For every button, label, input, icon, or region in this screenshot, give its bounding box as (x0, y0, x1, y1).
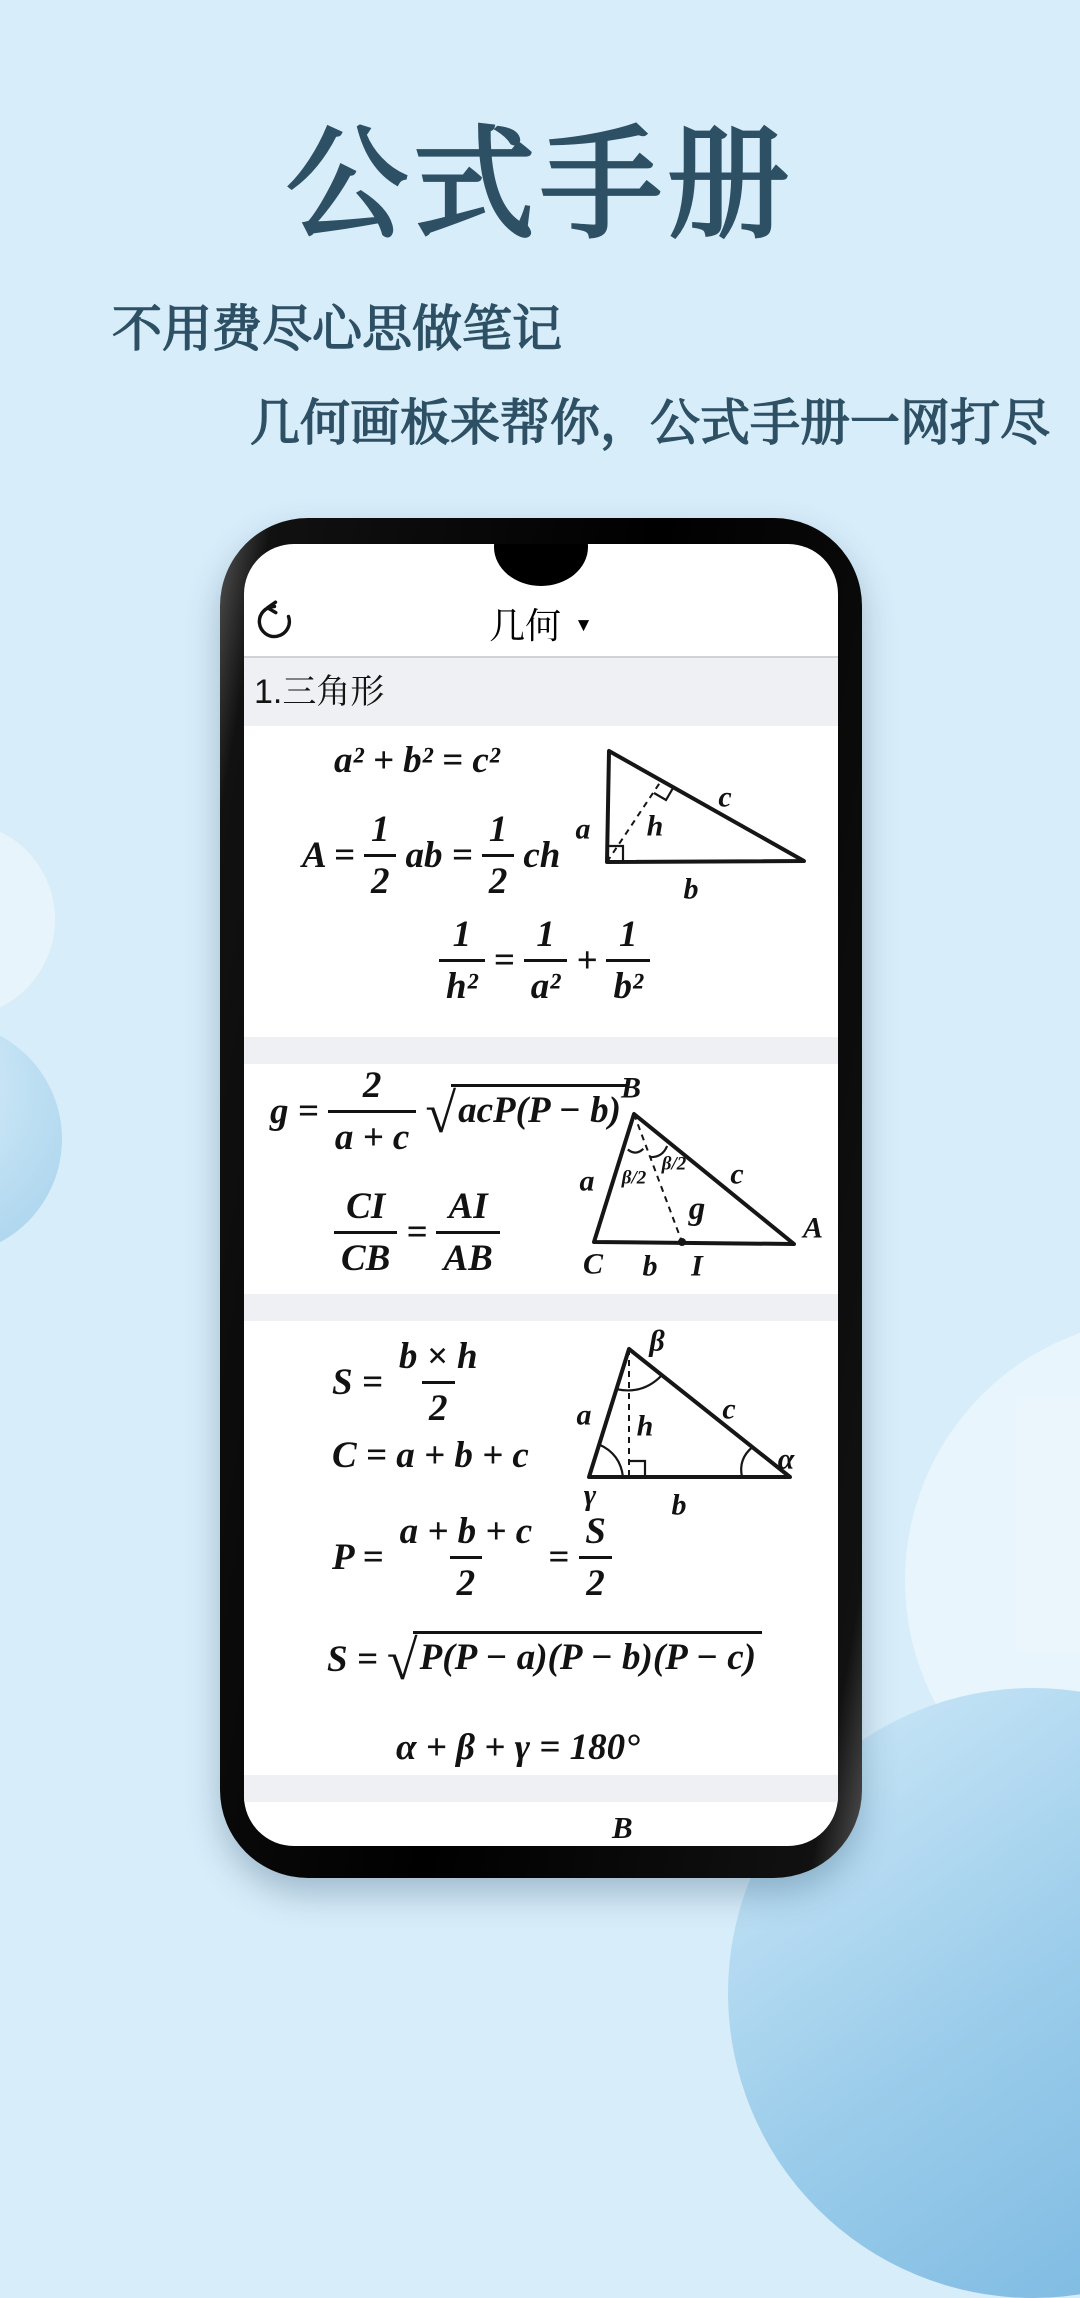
phone-screen[interactable] (244, 544, 838, 1846)
formula-semiperimeter: P = $\frac{a + b + c}{2}$ = $\frac{S}{2}$ (332, 1513, 613, 1602)
phone-frame (220, 518, 862, 1878)
radical-sign: √ (425, 1082, 457, 1145)
label-half-angle-left: β/2 (621, 1167, 647, 1189)
label-point-I: I (691, 1249, 703, 1283)
formula-pythagorean: a² + b² = c² (334, 740, 500, 781)
label-side-a: a (576, 1398, 592, 1432)
label-angle-beta: β (649, 1329, 665, 1358)
label-side-a: a (579, 1164, 595, 1198)
formula-triangle-area-ab-ch: A = $\frac{1}{2}$ ab = $\frac{1}{2}$ ch (302, 809, 561, 902)
decorative-circle-left-top (0, 822, 55, 1017)
formula-angle-sum: α + β + γ = 180° (396, 1727, 640, 1768)
card-divider (244, 1037, 838, 1064)
label-vertex-C: C (582, 1247, 604, 1281)
label-height-h: h (636, 1409, 654, 1443)
bisector-triangle-diagram (557, 1074, 837, 1284)
right-triangle-diagram (567, 734, 832, 899)
page-title: 公式手册 (286, 117, 794, 253)
radical-sign: √ (386, 1630, 418, 1692)
section-header: 1.三角形 (244, 658, 838, 726)
label-side-c: c (730, 1157, 744, 1191)
label-bisector-g: g (688, 1191, 706, 1227)
card-divider (244, 1775, 838, 1802)
card-divider (244, 1294, 838, 1321)
formula-perimeter: C = a + b + c (332, 1435, 529, 1476)
category-dropdown[interactable] (244, 598, 838, 649)
formula-area-bh2: S = $\frac{b \times h}{2}$ (332, 1336, 478, 1429)
label-side-a: a (575, 812, 591, 846)
next-diagram-partial-label: B (612, 1810, 633, 1845)
phone-notch (494, 544, 588, 586)
formula-bisector-ratio: $\frac{CI}{CB}$ = $\frac{AI}{AB}$ (334, 1188, 500, 1277)
label-angle-alpha: α (777, 1442, 795, 1476)
formula-inverse-height: $\frac{1}{\text{h²}}$ = $\frac{1}{\text{a²}}$ + $\frac{1}{\text{b²}}$ (439, 916, 650, 1005)
label-vertex-B: B (620, 1074, 642, 1105)
label-side-c: c (722, 1392, 736, 1426)
label-angle-gamma: γ (583, 1478, 597, 1512)
hero-subtitle-1: 不用费尽心思做笔记 (112, 301, 562, 357)
hero-subtitle-2: 几何画板来帮你，公式手册一网打尽 (250, 395, 1050, 451)
label-side-b: b (671, 1488, 687, 1519)
decorative-circle-bottom-right-faint (905, 1318, 1080, 1843)
chevron-down-icon: ▼ (574, 614, 593, 636)
general-triangle-diagram (557, 1329, 837, 1519)
label-side-c: c (718, 780, 732, 814)
label-half-angle-right: β/2 (661, 1153, 687, 1175)
decorative-circle-left (0, 1022, 62, 1256)
label-height-h: h (646, 809, 664, 843)
formula-angle-bisector: g = $\frac{2}{a + c}$ √ acP(P − b) (270, 1067, 627, 1156)
formula-heron: S = √ P(P − a)(P − b)(P − c) (327, 1631, 762, 1687)
category-dropdown-label: 几何 (489, 605, 562, 646)
label-side-b: b (683, 872, 699, 899)
label-vertex-A: A (802, 1211, 824, 1245)
label-side-b: b (642, 1249, 658, 1283)
